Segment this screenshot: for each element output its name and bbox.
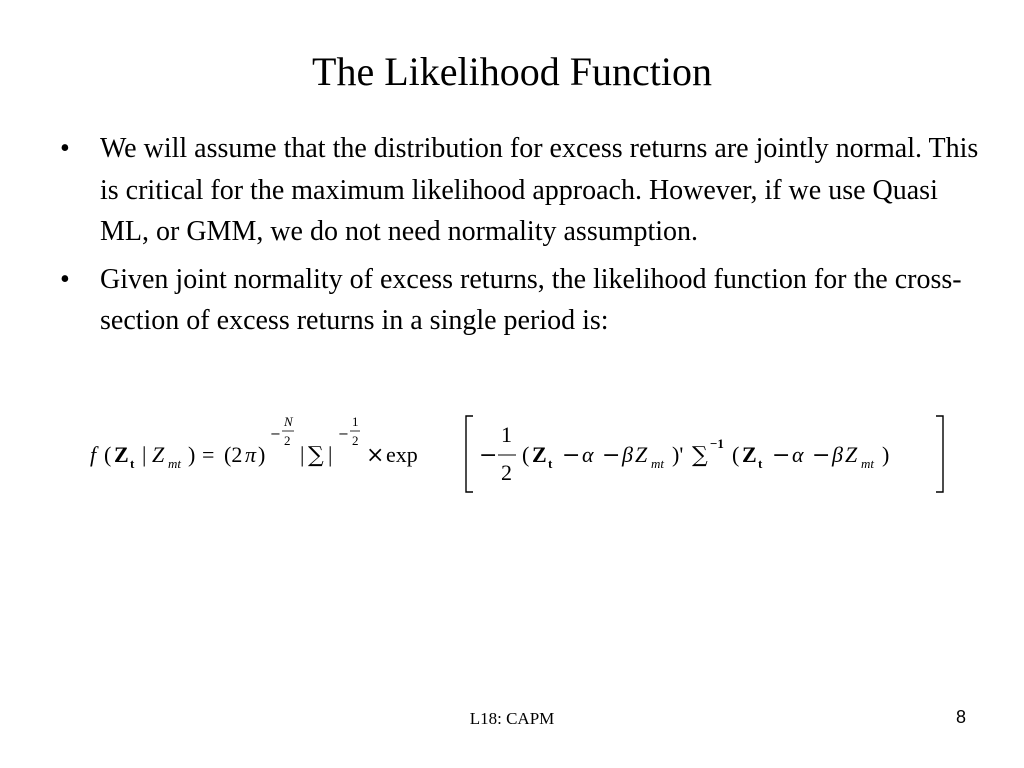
- formula-exp2-1: 1: [352, 414, 359, 429]
- formula-sub-t1: t: [548, 456, 553, 471]
- formula-bracket-left: [466, 416, 473, 492]
- formula-2-close: ): [258, 442, 266, 467]
- formula-neg: −: [479, 443, 498, 468]
- formula-alpha2: α: [792, 442, 804, 467]
- formula-Zt1: Z: [532, 442, 547, 467]
- formula-minus1: −: [562, 443, 581, 468]
- formula-exp1-minus: −: [270, 427, 281, 442]
- footer-label: L18: CAPM: [469, 709, 555, 728]
- bullet-list: [60, 128, 980, 348]
- formula-sub-mt: mt: [168, 456, 181, 471]
- formula-Zm2: Z: [635, 442, 648, 467]
- bullet-text: Given joint normality of excess returns, the likelihood function for the cross-section of excess returns in a single period is:: [100, 263, 962, 336]
- formula-abs-left: |: [300, 442, 305, 467]
- formula-close1: )': [672, 442, 684, 467]
- formula-minus3: −: [772, 443, 791, 468]
- bullet-marker: •: [60, 133, 70, 164]
- likelihood-formula: [88, 412, 968, 496]
- formula-exp1-N: N: [284, 414, 293, 429]
- formula-sigma2: ∑: [692, 443, 708, 468]
- formula-sub-t: t: [130, 456, 135, 471]
- formula-f: f: [90, 442, 97, 467]
- formula-alpha1: α: [582, 442, 594, 467]
- bullet-marker: •: [60, 263, 70, 295]
- formula-abs-right: |: [328, 442, 333, 467]
- formula-equals: =: [202, 442, 215, 467]
- formula-frac-den: 2: [501, 460, 512, 485]
- formula-rparen: ): [188, 442, 196, 467]
- formula-minus4: −: [812, 443, 831, 468]
- slide-title: The Likelihood Function: [312, 49, 712, 94]
- formula-minus2: −: [602, 443, 621, 468]
- formula-bracket-right: [936, 416, 943, 492]
- page-number: 8: [955, 707, 966, 727]
- formula-frac-num: 1: [501, 422, 512, 447]
- formula-sub-mt2: mt: [651, 456, 664, 471]
- formula-2-open: (2: [224, 442, 243, 467]
- formula-lparen: (: [104, 442, 112, 467]
- bullet-item: [60, 128, 980, 253]
- formula-beta2: β: [832, 442, 843, 467]
- formula-exp2-2: 2: [352, 433, 359, 448]
- formula-exp: exp: [386, 442, 418, 467]
- formula-times: ×: [366, 443, 385, 468]
- formula-sigma: ∑: [308, 443, 324, 468]
- formula-close2: ): [882, 442, 890, 467]
- formula-Zt2: Z: [742, 442, 757, 467]
- formula-open1: (: [522, 442, 530, 467]
- formula-Zm3: Z: [845, 442, 858, 467]
- formula-exp1-2: 2: [284, 433, 291, 448]
- formula-given-bar: |: [142, 442, 147, 467]
- formula-sub-t2: t: [758, 456, 763, 471]
- formula-inv: −1: [710, 436, 724, 451]
- formula-beta1: β: [622, 442, 633, 467]
- formula-exp2-minus: −: [338, 427, 349, 442]
- bullet-item: [60, 259, 980, 342]
- bullet-text: We will assume that the distribution for excess returns are jointly normal. This is critical for the maximum likelihood approach. However, if we use Quasi ML, or GMM, we do not need normality assumption.: [100, 133, 979, 247]
- formula-pi: π: [245, 442, 257, 467]
- formula-sub-mt3: mt: [861, 456, 874, 471]
- formula-svg: [88, 412, 968, 496]
- formula-Zm: Z: [152, 442, 165, 467]
- formula-Z: Z: [114, 442, 129, 467]
- formula-open2: (: [732, 442, 740, 467]
